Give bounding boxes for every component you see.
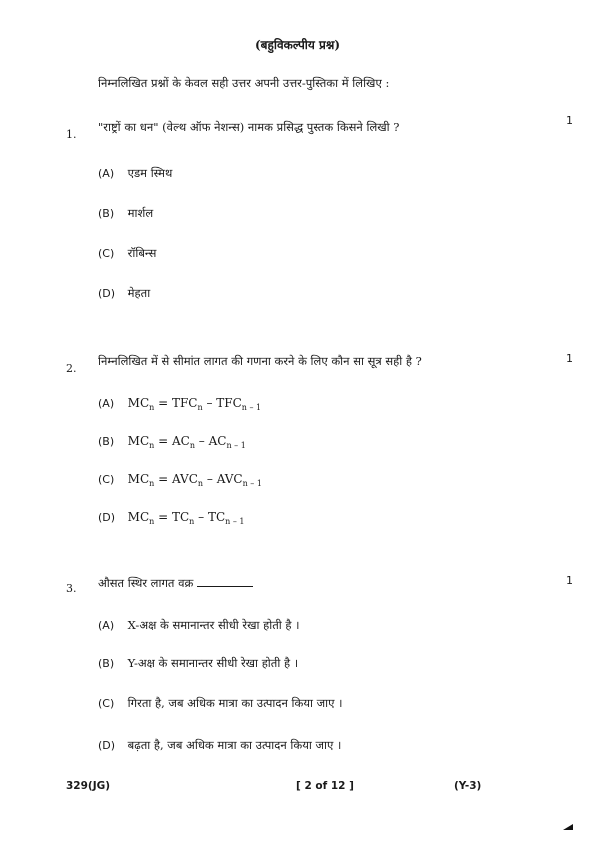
question-1-option-d <box>98 286 150 301</box>
option-label: (C) <box>98 697 115 710</box>
question-1-option-c <box>98 246 156 261</box>
question-1-marks: 1 <box>566 114 573 127</box>
option-text: गिरता है, जब अधिक मात्रा का उत्पादन किया जाए । <box>127 696 343 710</box>
question-3-option-c <box>98 696 343 711</box>
question-2-option-a <box>98 396 261 412</box>
paper-code: 329(JG) <box>66 780 111 792</box>
option-label: (A) <box>98 397 115 410</box>
section-title: (बहुविकल्पीय प्रश्न) <box>254 38 341 52</box>
answer-blank <box>197 576 253 587</box>
question-3-option-a <box>98 618 300 633</box>
option-label: (B) <box>98 207 115 220</box>
question-2-marks: 1 <box>566 352 573 365</box>
set-code: (Y-3) <box>454 780 482 792</box>
option-label: (D) <box>98 287 116 300</box>
option-label: (B) <box>98 657 115 670</box>
question-1-option-a <box>98 166 172 181</box>
corner-mark-icon <box>563 824 573 830</box>
formula: $MC_n = TC_n - TC_{n - 1}$ <box>127 510 245 526</box>
question-2-text: निम्नलिखित में से सीमांत लागत की गणना करने के लिए कौन सा सूत्र सही है ? <box>98 354 422 368</box>
option-label: (A) <box>98 619 115 632</box>
option-text: बढ़ता है, जब अधिक मात्रा का उत्पादन किया जाए । <box>127 738 342 752</box>
question-2-option-c <box>98 472 262 488</box>
option-text: Y-अक्ष के समानान्तर सीधी रेखा होती है । <box>127 656 299 670</box>
question-1-text: "राष्ट्रों का धन" (वेल्थ ऑफ नेशन्स) नामक प्रसिद्ध पुस्तक किसने लिखी ? <box>98 120 400 134</box>
option-label: (D) <box>98 739 116 752</box>
question-2-option-b <box>98 434 246 450</box>
option-label: (D) <box>98 511 116 524</box>
option-label: (C) <box>98 247 115 260</box>
question-3-option-d <box>98 738 341 753</box>
question-3-option-b <box>98 656 298 671</box>
page-number: [ 2 of 12 ] <box>296 780 354 792</box>
option-label: (C) <box>98 473 115 486</box>
question-3-number: 3. <box>66 582 77 595</box>
option-label: (A) <box>98 167 115 180</box>
formula: $MC_n = AVC_n - AVC_{n - 1}$ <box>127 472 262 488</box>
question-1-option-b <box>98 206 153 221</box>
option-text: एडम स्मिथ <box>127 166 173 180</box>
formula: $MC_n = TFC_n - TFC_{n - 1}$ <box>127 396 262 412</box>
option-text: X-अक्ष के समानान्तर सीधी रेखा होती है । <box>127 618 300 632</box>
option-label: (B) <box>98 435 115 448</box>
question-3-stem: औसत स्थिर लागत वक्र <box>98 576 194 590</box>
question-3-marks: 1 <box>566 574 573 587</box>
question-3-text <box>98 576 253 591</box>
option-text: मेहता <box>127 286 151 300</box>
option-text: रॉबिन्स <box>127 246 157 260</box>
question-2-number: 2. <box>66 362 77 375</box>
formula: $MC_n = AC_n - AC_{n - 1}$ <box>127 434 246 450</box>
question-1-number: 1. <box>66 128 77 141</box>
question-2-option-d <box>98 510 244 526</box>
instruction-text: निम्नलिखित प्रश्नों के केवल सही उत्तर अपनी उत्तर-पुस्तिका में लिखिए : <box>98 76 390 90</box>
option-text: मार्शल <box>127 206 154 220</box>
